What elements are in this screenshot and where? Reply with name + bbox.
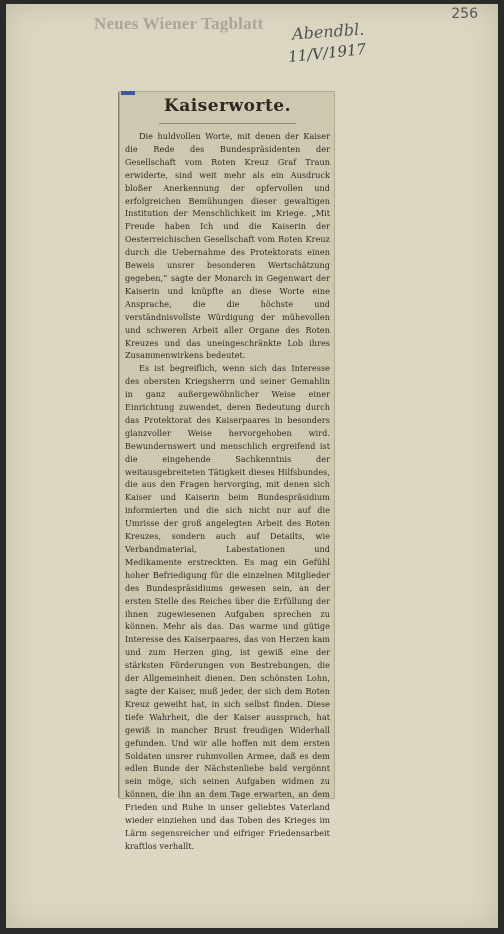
- article-paragraph-2: Es ist begreiflich, wenn sich das Interesse des obersten Kriegsherrn und seiner Gemahlin in ganz außergewöhnlicher Weise einer Einrichtung zuwendet, deren Bedeutung durch das Protektorat des Kaiserpaares in besonders glanzvoller Weise hervorgehoben wird. Bewundernswert und menschlich ergreifend ist die eingehende Sachkenntnis der weitausgebreiteten Tätigkeit dieses Hilfsbundes, die aus den Fragen hervorging, mit denen sich Kaiser und Kaiserin beim Bundespräsidium informierten und die sich nicht nur auf die Umrisse der groß angelegten Arbeit des Roten Kreuzes, sondern auch auf Detailts, wie Verbandmaterial, Labestationen und Medikamente erstreckten. Es mag ein Gefühl hoher Befriedigung für die einzelnen Mitglieder des Bundespräsidiums gewesen sein, an der ersten Stelle des Reiches über die Erfüllung der ihnen zugewiesenen Aufgaben sprechen zu können. Mehr als das. Das warme und gütige Interesse des Kaiserpaares, das von Herzen kam und zum Herzen ging, ist gewiß eine der stärksten Förderungen von Bestrebungen, die der Allgemeinheit dienen. Den schönsten Lohn, sagte der Kaiser, muß jeder, der sich dem Roten Kreuz geweiht hat, in sich selbst finden. Diese tiefe Wahrheit, die der Kaiser aussprach, hat gewiß in mancher Brust freudigen Widerhall gefunden. Und wir alle hoffen mit dem ersten Soldaten unsrer ruhmvollen Armee, daß es dem edlen Bunde der Nächstenliebe bald vergönnt sein möge, sich seinen Aufgaben widmen zu können, die ihn an dem Tage erwarten, an dem Frieden und Ruhe in unser geliebtes Vaterland wieder einziehen und das Toben des Krieges im Lärm segensreicher und eifriger Friedensarbeit kraftlos verhallt.: [125, 363, 330, 851]
- article-paragraph-1: Die huldvollen Worte, mit denen der Kaiser die Rede des Bundespräsidenten der Gesellschaft vom Roten Kreuz Graf Traun erwiderte, sind weit mehr als ein Ausdruck bloßer Anerkennung der opfervollen und erfolgreichen Bemühungen dieser gewaltigen Institution der Menschlichkeit im Kriege. „Mit Freude haben Ich und die Kaiserin der Oesterreichischen Gesellschaft vom Roten Kreuz durch die Uebernahme des Protektorats einen Beweis unsrer besonderen Wertschätzung gegeben,“ sagte der Monarch in Gegenwart der Kaiserin und knüpfte an diese Worte eine Ansprache, die die höchste und verständnisvollste Würdigung der mühevollen und schweren Arbeit aller Organe des Roten Kreuzes und das uneingeschränkte Lob ihres Zusammenwirkens bedeutet.: [125, 131, 330, 361]
- newspaper-clipping: [119, 91, 335, 851]
- blue-pencil-mark: [121, 91, 135, 95]
- handwritten-date: 11/V/1917: [287, 39, 367, 67]
- newspaper-stamp: Neues Wiener Tagblatt: [94, 14, 264, 33]
- page-number: 256: [451, 6, 478, 22]
- title-divider: [159, 123, 296, 124]
- handwritten-edition-note: Abendbl.: [291, 19, 365, 44]
- article-title: Kaiserworte.: [163, 96, 292, 116]
